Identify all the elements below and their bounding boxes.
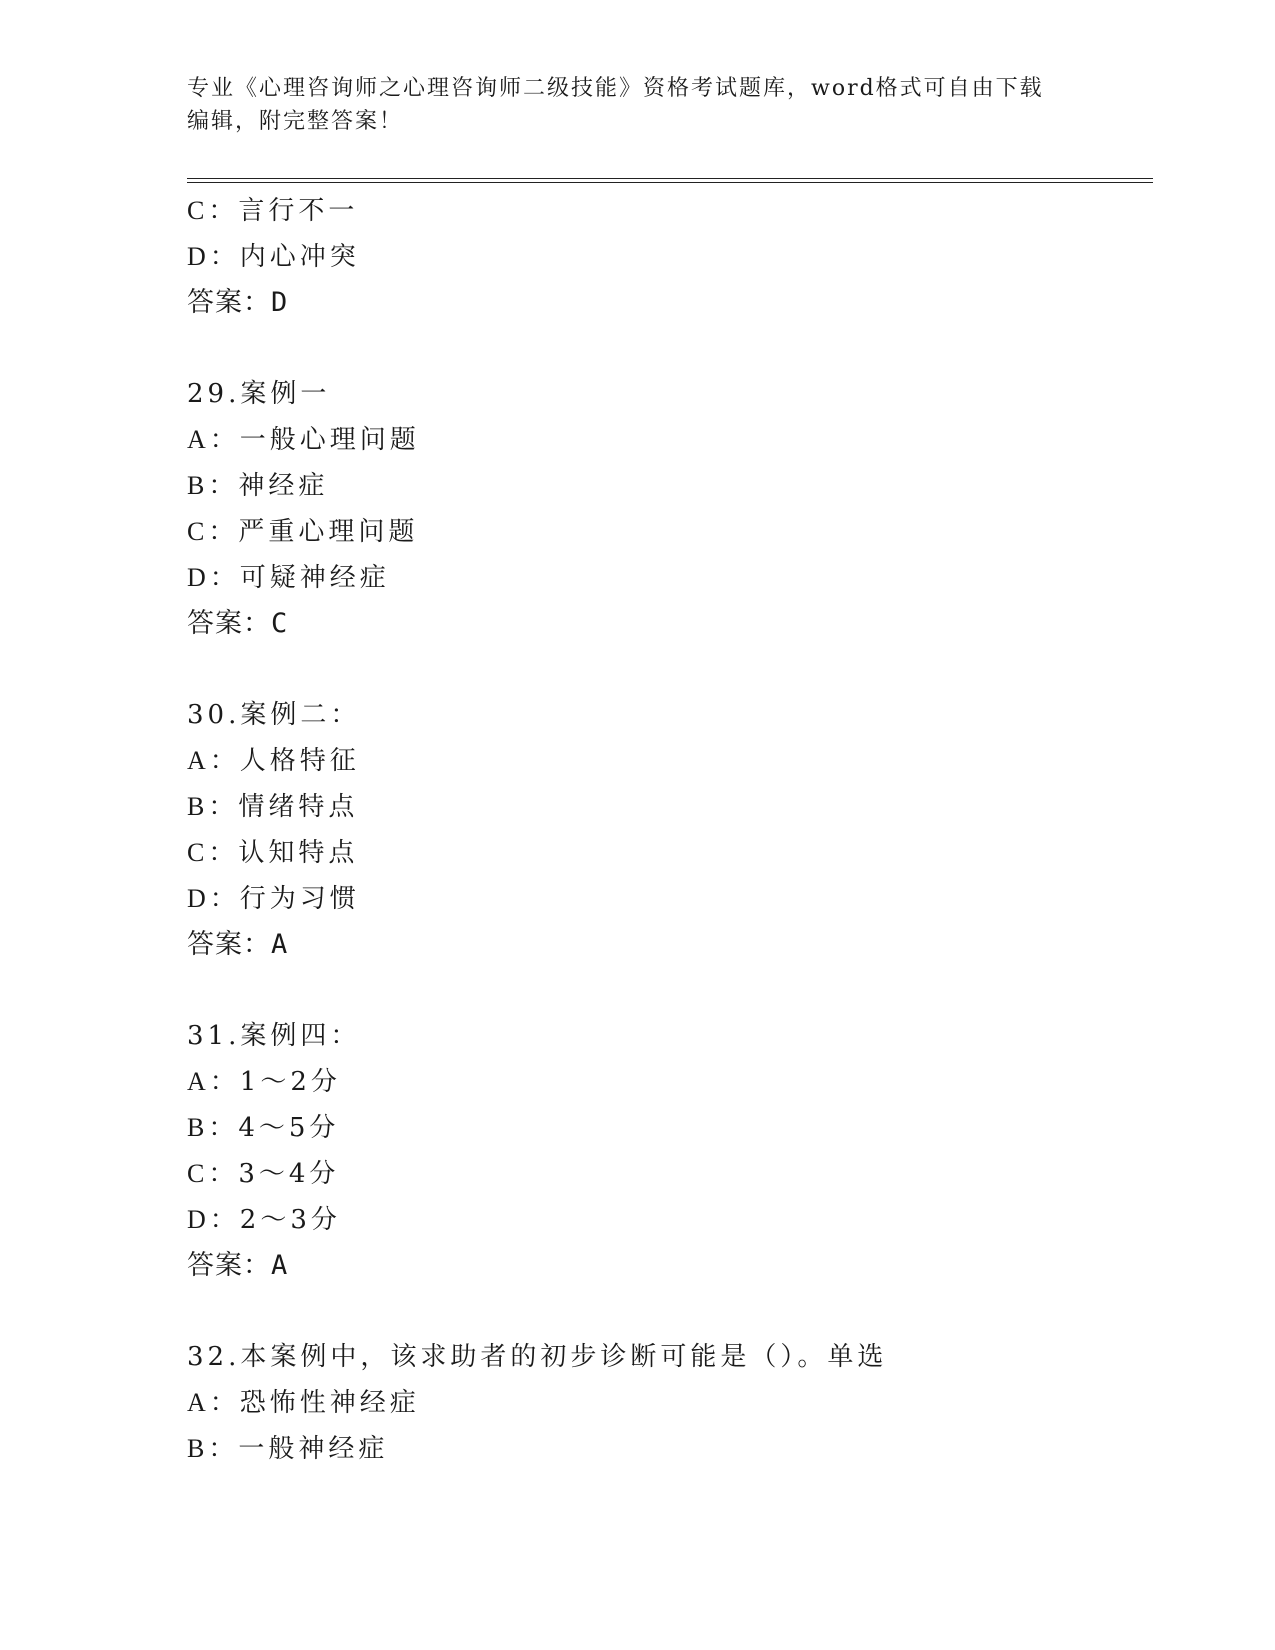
question-block (187, 188, 1147, 326)
question-title: 31.案例四： (187, 1021, 361, 1051)
option-key: B： (187, 1113, 239, 1142)
option-text: 2～3分 (239, 1205, 341, 1235)
option-text: 神经症 (238, 471, 329, 501)
option-text: 内心冲突 (239, 242, 360, 272)
option-key: D： (187, 563, 240, 592)
option-row (187, 1151, 1147, 1197)
option-text: 行为习惯 (239, 884, 360, 914)
question-block (187, 1334, 1147, 1472)
option-row (187, 1105, 1147, 1151)
question-title: 30.案例二： (187, 700, 361, 730)
option-row (187, 234, 1147, 280)
option-key: B： (187, 1434, 239, 1463)
document-header (187, 72, 1087, 138)
option-row (187, 509, 1147, 555)
answer-row (187, 280, 1147, 326)
question-title: 32.本案例中，该求助者的初步诊断可能是（）。单选 (187, 1342, 888, 1372)
question-block (187, 1013, 1147, 1289)
option-text: 一般心理问题 (239, 425, 420, 455)
header-divider-bottom (187, 182, 1153, 183)
answer-label: 答案： (187, 1250, 271, 1281)
option-text: 4～5分 (238, 1113, 340, 1143)
option-key: C： (187, 517, 239, 546)
option-key: A： (187, 425, 240, 454)
option-text: 一般神经症 (238, 1434, 389, 1464)
question-title: 29.案例一 (187, 379, 331, 409)
answer-row (187, 601, 1147, 647)
option-key: A： (187, 746, 240, 775)
question-block (187, 692, 1147, 968)
option-key: D： (187, 242, 240, 271)
option-row (187, 463, 1147, 509)
option-key: A： (187, 1388, 240, 1417)
option-row (187, 188, 1147, 234)
option-text: 认知特点 (238, 838, 359, 868)
option-key: B： (187, 792, 239, 821)
answer-row (187, 1243, 1147, 1289)
answer-value: C (271, 608, 289, 639)
option-text: 严重心理问题 (238, 517, 419, 547)
header-line-2: 编辑，附完整答案！ (187, 109, 404, 134)
option-row (187, 1197, 1147, 1243)
option-key: A： (187, 1067, 240, 1096)
option-text: 人格特征 (239, 746, 360, 776)
option-row (187, 555, 1147, 601)
option-row (187, 1426, 1147, 1472)
option-row (187, 784, 1147, 830)
answer-label: 答案： (187, 608, 271, 639)
option-key: D： (187, 1205, 240, 1234)
option-row (187, 417, 1147, 463)
answer-row (187, 922, 1147, 968)
option-row (187, 830, 1147, 876)
option-text: 可疑神经症 (239, 563, 390, 593)
option-row (187, 876, 1147, 922)
answer-value: A (271, 929, 289, 960)
option-text: 3～4分 (238, 1159, 340, 1189)
option-row (187, 738, 1147, 784)
option-key: C： (187, 838, 239, 867)
option-text: 恐怖性神经症 (239, 1388, 420, 1418)
header-divider-top (187, 178, 1153, 179)
header-line-1: 专业《心理咨询师之心理咨询师二级技能》资格考试题库，word格式可自由下载 (187, 76, 1044, 101)
answer-value: D (271, 287, 289, 318)
option-text: 1～2分 (239, 1067, 341, 1097)
option-text: 情绪特点 (238, 792, 359, 822)
option-key: D： (187, 884, 240, 913)
option-key: B： (187, 471, 239, 500)
answer-value: A (271, 1250, 289, 1281)
option-text: 言行不一 (238, 196, 359, 226)
answer-label: 答案： (187, 287, 271, 318)
option-key: C： (187, 1159, 239, 1188)
option-key: C： (187, 196, 239, 225)
option-row (187, 1059, 1147, 1105)
answer-label: 答案： (187, 929, 271, 960)
question-list (187, 188, 1147, 1472)
option-row (187, 1380, 1147, 1426)
question-block (187, 371, 1147, 647)
